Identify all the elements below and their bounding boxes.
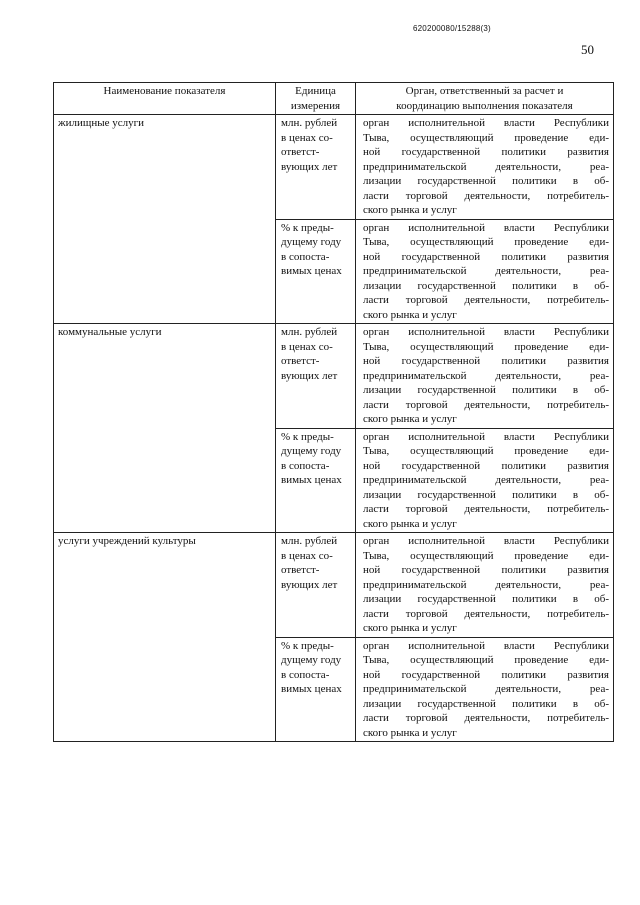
organ-line: ского рынка и услуг bbox=[363, 308, 457, 321]
unit-line: % к преды- bbox=[281, 430, 334, 443]
organ-line: орган исполнительной власти Республики bbox=[363, 535, 609, 547]
organ-line: ной государственной политики развития bbox=[363, 459, 609, 472]
unit-line: вимых ценах bbox=[281, 683, 342, 695]
organ-line: ского рынка и услуг bbox=[363, 204, 457, 216]
organ-line: орган исполнительной власти Республики bbox=[363, 221, 609, 234]
unit-cell bbox=[276, 533, 356, 638]
header-responsible-organ bbox=[356, 83, 614, 115]
organ-line: ласти торговой деятельности, потребитель- bbox=[363, 398, 609, 411]
indicator-name-cell: коммунальные услуги bbox=[54, 324, 276, 533]
organ-line: ского рынка и услуг bbox=[363, 413, 457, 425]
unit-line: в ценах со- bbox=[281, 549, 333, 562]
responsible-organ-cell bbox=[356, 533, 614, 638]
organ-line: Тыва, осуществляющий проведение еди- bbox=[363, 549, 609, 562]
header-unit bbox=[276, 83, 356, 115]
organ-line: ского рынка и услуг bbox=[363, 726, 457, 739]
unit-line: млн. рублей bbox=[281, 117, 338, 129]
header-line: Орган, ответственный за расчет и bbox=[405, 85, 564, 97]
unit-line: в ценах со- bbox=[281, 131, 333, 144]
header-indicator-name bbox=[54, 83, 276, 115]
organ-line: ласти торговой деятельности, потребитель- bbox=[363, 294, 609, 306]
header-line: измерения bbox=[290, 99, 341, 112]
organ-line: предпринимательской деятельности, реа- bbox=[363, 265, 609, 277]
indicator-name-cell: жилищные услуги bbox=[54, 115, 276, 324]
unit-line: дущему году bbox=[281, 654, 342, 666]
unit-cell bbox=[276, 219, 356, 324]
unit-line: дущему году bbox=[281, 445, 342, 457]
organ-line: лизации государственной политики в об- bbox=[363, 697, 609, 710]
organ-line: предпринимательской деятельности, реа- bbox=[363, 683, 609, 695]
unit-line: ответст- bbox=[281, 355, 320, 367]
organ-line: ной государственной политики развития bbox=[363, 564, 609, 576]
table-row bbox=[54, 324, 614, 429]
organ-line: предпринимательской деятельности, реа- bbox=[363, 578, 609, 591]
organ-line: лизации государственной политики в об- bbox=[363, 175, 609, 187]
table-row bbox=[54, 115, 614, 220]
responsible-organ-cell bbox=[356, 428, 614, 533]
organ-line: ной государственной политики развития bbox=[363, 250, 609, 263]
responsible-organ-cell bbox=[356, 637, 614, 742]
organ-line: орган исполнительной власти Республики bbox=[363, 430, 609, 443]
unit-line: вующих лет bbox=[281, 160, 338, 173]
header-line: координацию выполнения показателя bbox=[396, 99, 573, 112]
organ-line: орган исполнительной власти Республики bbox=[363, 639, 609, 652]
unit-line: млн. рублей bbox=[281, 326, 338, 338]
organ-line: орган исполнительной власти Республики bbox=[363, 326, 609, 338]
unit-line: вующих лет bbox=[281, 578, 338, 591]
table-row bbox=[54, 533, 614, 638]
responsible-organ-cell bbox=[356, 219, 614, 324]
responsible-organ-cell bbox=[356, 115, 614, 220]
unit-line: в ценах со- bbox=[281, 340, 333, 353]
organ-line: лизации государственной политики в об- bbox=[363, 279, 609, 292]
organ-line: ной государственной политики развития bbox=[363, 146, 609, 158]
organ-line: Тыва, осуществляющий проведение еди- bbox=[363, 654, 609, 666]
unit-line: млн. рублей bbox=[281, 535, 338, 547]
unit-line: ответст- bbox=[281, 564, 320, 576]
organ-line: ной государственной политики развития bbox=[363, 355, 609, 367]
organ-line: Тыва, осуществляющий проведение еди- bbox=[363, 445, 609, 457]
header-line: Наименование показателя bbox=[103, 85, 226, 97]
responsible-organ-cell bbox=[356, 324, 614, 429]
organ-line: лизации государственной политики в об- bbox=[363, 593, 609, 605]
organ-line: Тыва, осуществляющий проведение еди- bbox=[363, 236, 609, 248]
organ-line: Тыва, осуществляющий проведение еди- bbox=[363, 340, 609, 353]
organ-line: лизации государственной политики в об- bbox=[363, 384, 609, 396]
unit-line: % к преды- bbox=[281, 221, 334, 234]
unit-line: вимых ценах bbox=[281, 265, 342, 277]
unit-line: вующих лет bbox=[281, 369, 338, 382]
unit-line: ответст- bbox=[281, 146, 320, 158]
organ-line: ласти торговой деятельности, потребитель- bbox=[363, 189, 609, 202]
organ-line: предпринимательской деятельности, реа- bbox=[363, 160, 609, 173]
organ-line: Тыва, осуществляющий проведение еди- bbox=[363, 131, 609, 144]
unit-line: % к преды- bbox=[281, 639, 334, 652]
unit-cell bbox=[276, 115, 356, 220]
organ-line: ского рынка и услуг bbox=[363, 517, 457, 530]
unit-cell bbox=[276, 637, 356, 742]
organ-line: лизации государственной политики в об- bbox=[363, 488, 609, 501]
unit-line: в сопоста- bbox=[281, 668, 330, 681]
unit-line: вимых ценах bbox=[281, 474, 342, 486]
organ-line: ласти торговой деятельности, потребитель- bbox=[363, 607, 609, 620]
unit-line: дущему году bbox=[281, 236, 342, 248]
organ-line: предпринимательской деятельности, реа- bbox=[363, 369, 609, 382]
organ-line: ласти торговой деятельности, потребитель- bbox=[363, 712, 609, 724]
document-id: 620200080/15288(3) bbox=[413, 24, 491, 33]
header-line: Единица bbox=[295, 85, 336, 97]
indicators-table bbox=[53, 82, 614, 742]
organ-line: орган исполнительной власти Республики bbox=[363, 117, 609, 129]
unit-cell bbox=[276, 324, 356, 429]
organ-line: предпринимательской деятельности, реа- bbox=[363, 474, 609, 486]
organ-line: ского рынка и услуг bbox=[363, 622, 457, 634]
organ-line: ной государственной политики развития bbox=[363, 668, 609, 681]
unit-line: в сопоста- bbox=[281, 459, 330, 472]
unit-line: в сопоста- bbox=[281, 250, 330, 263]
table-header-row bbox=[54, 83, 614, 115]
page-number: 50 bbox=[581, 42, 594, 57]
organ-line: ласти торговой деятельности, потребитель- bbox=[363, 503, 609, 515]
unit-cell bbox=[276, 428, 356, 533]
indicator-name-cell: услуги учреждений культуры bbox=[54, 533, 276, 742]
